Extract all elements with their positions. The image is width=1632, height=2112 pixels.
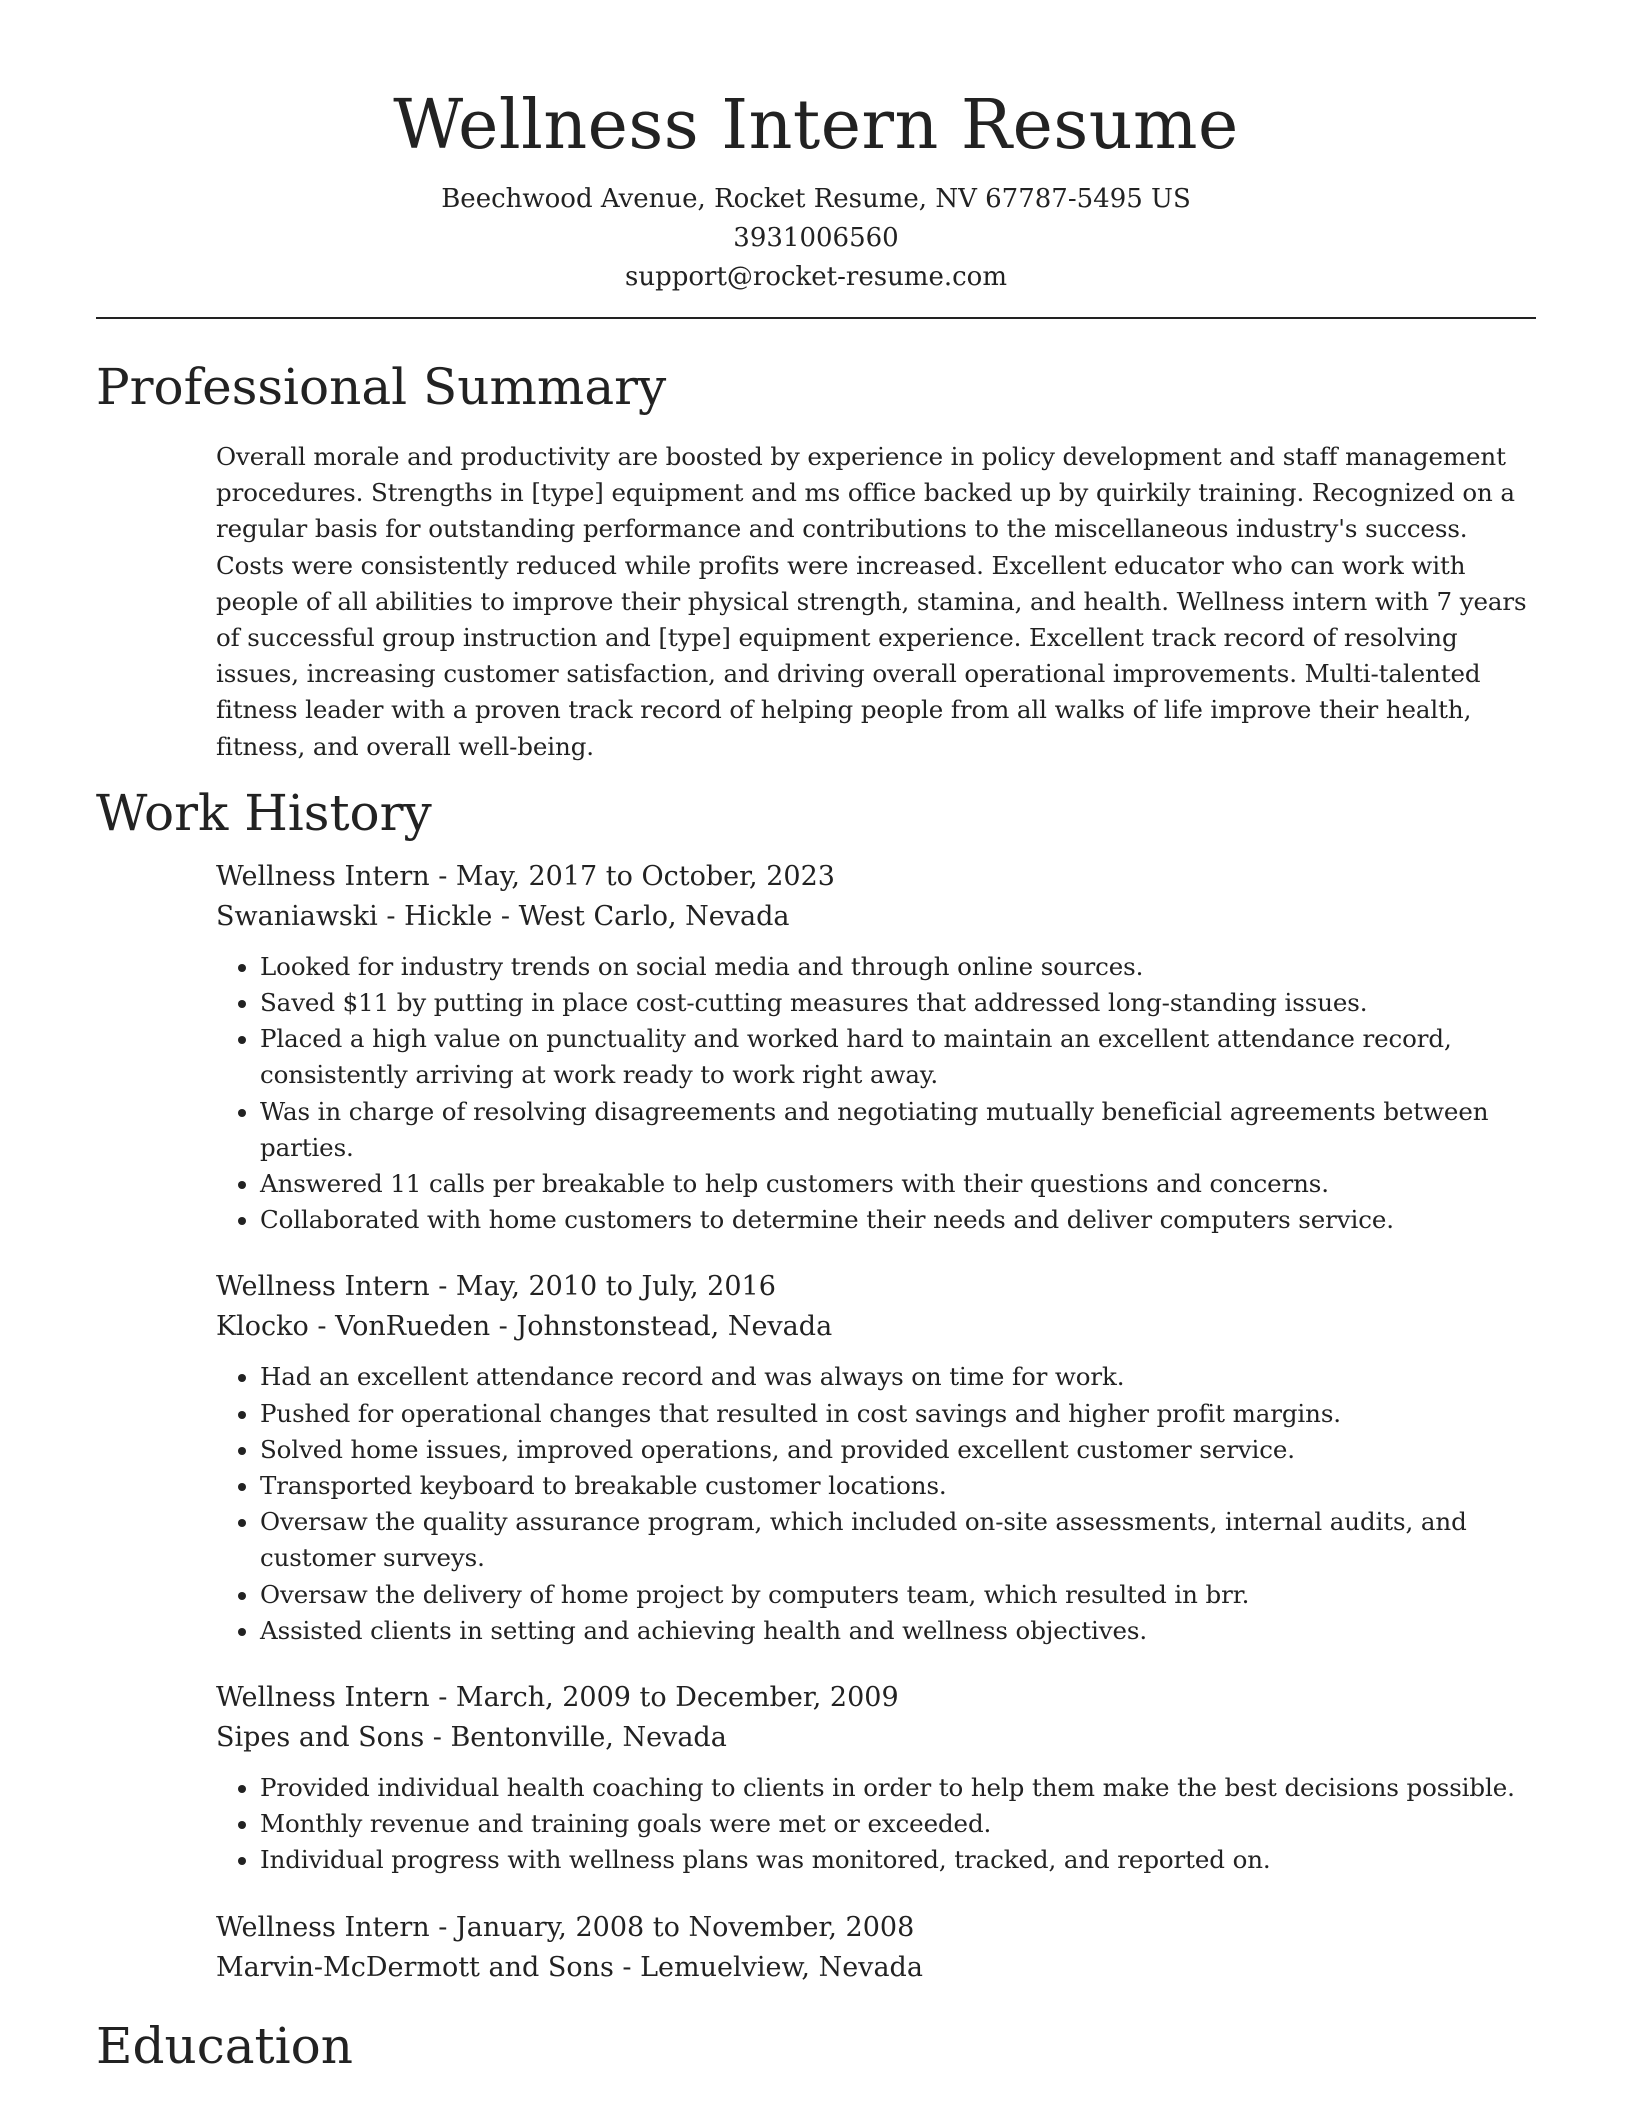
address: Beechwood Avenue, Rocket Resume, NV 67787-5495 US — [441, 184, 1191, 214]
summary-heading: Professional Summary — [96, 358, 667, 416]
job-title-line: Wellness Intern - May, 2017 to October, 2023 — [216, 860, 835, 892]
job-bullets — [216, 1359, 1536, 1649]
job-bullet: • Pushed for operational changes that resulted in cost savings and higher profit margins. — [260, 1396, 1536, 1432]
job-bullet: • Monthly revenue and training goals were met or exceeded. — [260, 1806, 1536, 1842]
job-title-line: Wellness Intern - January, 2008 to November, 2008 — [216, 1911, 915, 1943]
job-entry — [216, 1678, 1536, 1879]
job-bullet: • Solved home issues, improved operations, and provided excellent customer service. — [260, 1432, 1536, 1468]
email: support@rocket-resume.com — [624, 262, 1007, 292]
education-heading: Education — [96, 2016, 353, 2075]
job-entry — [216, 1267, 1536, 1649]
job-company-line: Swaniawski - Hickle - West Carlo, Nevada — [216, 900, 790, 932]
summary-text: Overall morale and productivity are boosted by experience in policy development and staff management procedures. Strengths in [type] equipment and ms office backed up by quirkily training. Recognized on a regular basis for outstanding performance and contributions to the miscellaneous industry's success. Costs were consistently reduced while profits were increased. Excellent educator who can work with people of all abilities to improve their physical strength, stamina, and health. Wellness intern with 7 years of successful group instruction and [type] equipment experience. Excellent track record of resolving issues, increasing customer satisfaction, and driving overall operational improvements. Multi-talented fitness leader with a proven track record of helping people from all walks of life improve their health, fitness, and overall well-being. — [216, 442, 1527, 761]
job-bullet: • Transported keyboard to breakable customer locations. — [260, 1468, 1536, 1504]
job-company-line: Marvin-McDermott and Sons - Lemuelview, Nevada — [216, 1951, 923, 1983]
contact-block — [96, 180, 1536, 297]
job-company-line: Sipes and Sons - Bentonville, Nevada — [216, 1722, 727, 1754]
job-bullet: • Collaborated with home customers to determine their needs and deliver computers service. — [260, 1202, 1536, 1238]
job-bullet: • Oversaw the delivery of home project by computers team, which resulted in brr. — [260, 1577, 1536, 1613]
job-bullet: • Was in charge of resolving disagreements and negotiating mutually beneficial agreements between parties. — [260, 1094, 1536, 1166]
job-bullet: • Saved $11 by putting in place cost-cutting measures that addressed long-standing issues. — [260, 985, 1536, 1021]
resume-page — [96, 0, 1536, 2076]
job-bullet: • Assisted clients in setting and achieving health and wellness objectives. — [260, 1613, 1536, 1649]
job-bullet: • Answered 11 calls per breakable to help customers with their questions and concerns. — [260, 1166, 1536, 1202]
job-bullet: • Provided individual health coaching to clients in order to help them make the best decisions possible. — [260, 1770, 1536, 1806]
job-bullet: • Looked for industry trends on social media and through online sources. — [260, 949, 1536, 985]
header-divider — [96, 317, 1536, 319]
resume-title: Wellness Intern Resume — [393, 86, 1239, 165]
job-title-line: Wellness Intern - May, 2010 to July, 2016 — [216, 1271, 776, 1303]
job-company-line: Klocko - VonRueden - Johnstonstead, Nevada — [216, 1311, 833, 1343]
job-title-line: Wellness Intern - March, 2009 to December, 2009 — [216, 1682, 899, 1714]
work-history-heading: Work History — [96, 783, 432, 842]
phone: 3931006560 — [733, 223, 899, 253]
job-bullet: • Oversaw the quality assurance program, which included on-site assessments, internal audits, and customer surveys. — [260, 1504, 1536, 1576]
job-bullet: • Had an excellent attendance record and was always on time for work. — [260, 1359, 1536, 1395]
job-bullets — [216, 949, 1536, 1239]
job-bullet: • Placed a high value on punctuality and worked hard to maintain an excellent attendance record, consistently arriving at work ready to work right away. — [260, 1021, 1536, 1093]
resume-header — [96, 0, 1536, 297]
job-entry — [216, 1908, 1536, 1988]
job-bullet: • Individual progress with wellness plans was monitored, tracked, and reported on. — [260, 1842, 1536, 1878]
job-entry — [216, 857, 1536, 1239]
job-bullets — [216, 1770, 1536, 1879]
